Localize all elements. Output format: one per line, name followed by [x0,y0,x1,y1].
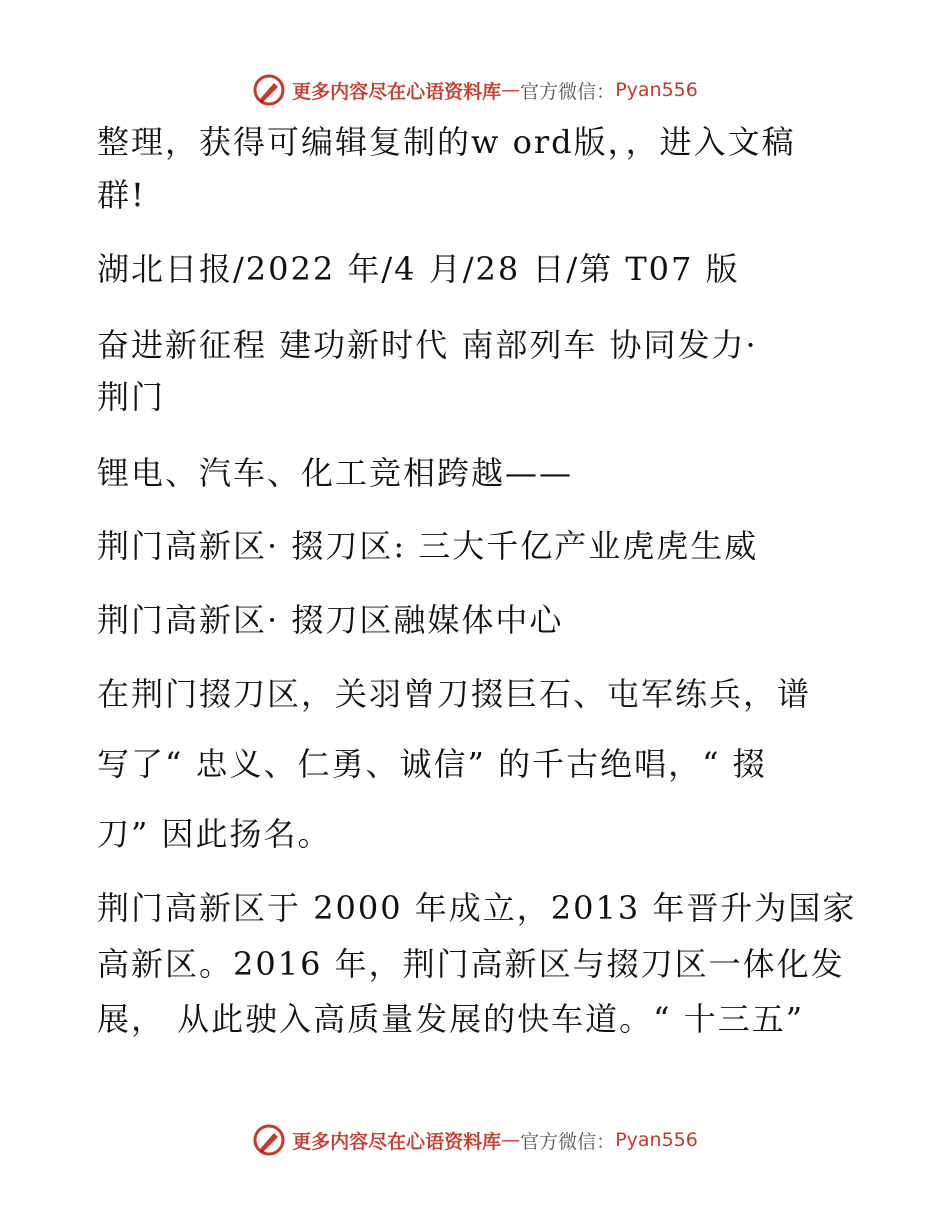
text-line: 群! [97,176,146,214]
text-line: 展， 从此驶入高质量发展的快车道。“ 十三五” [97,1000,805,1038]
banner-wechat-label: 官方微信： [520,1130,616,1153]
text-line: 高新区。2016 年，荆门高新区与掇刀区一体化发 [97,945,845,983]
banner-wechat-id: Pyan556 [615,79,698,101]
banner-title: 更多内容尽在心语资料库 [292,1130,502,1153]
text-line: 奋进新征程 建功新时代 南部列车 协同发力· [97,326,758,364]
banner-wechat-label: 官方微信： [520,80,616,103]
text-line: 荆门 [97,378,166,416]
banner-dash: — [501,1129,521,1151]
text-line: 锂电、汽车、化工竞相跨越—— [97,454,574,492]
banner-title: 更多内容尽在心语资料库 [292,80,502,103]
pen-logo-icon [252,1123,286,1157]
text-line: 荆门高新区· 掇刀区: 三大千亿产业虎虎生威 [97,527,759,565]
text-line: 荆门高新区于 2000 年成立，2013 年晋升为国家 [97,889,857,927]
text-line: 在荆门掇刀区，关羽曾刀掇巨石、屯军练兵，谱 [97,675,812,713]
header-banner [0,70,950,110]
text-line: 刀” 因此扬名。 [97,815,332,853]
text-line: 写了“ 忠义、仁勇、诚信” 的千古绝唱，“ 掇 [97,745,767,783]
banner-dash: — [501,79,521,101]
banner-wechat-id: Pyan556 [615,1129,698,1151]
text-line: 整理，获得可编辑复制的w ord版，，进入文稿 [97,123,796,161]
text-line: 荆门高新区· 掇刀区融媒体中心 [97,601,564,639]
text-line: 湖北日报/2022 年/4 月/28 日/第 T07 版 [97,250,740,288]
footer-banner [0,1120,950,1160]
pen-logo-icon [252,73,286,107]
document-body [97,118,857,1037]
